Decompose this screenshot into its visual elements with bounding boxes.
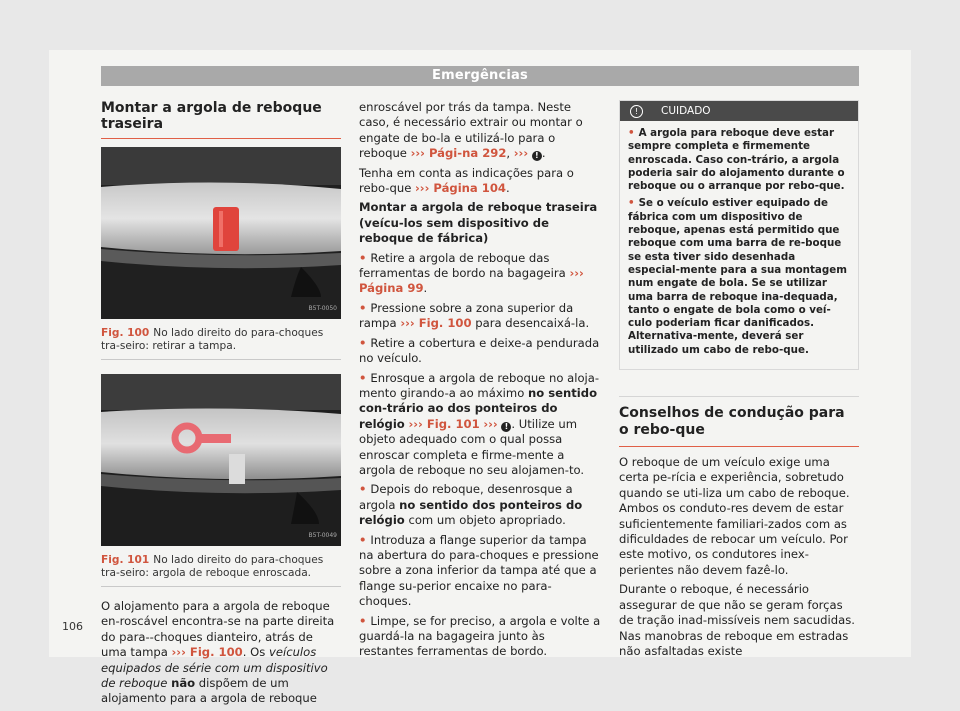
intro-paragraph [101,599,341,707]
figure-101-caption [101,554,341,587]
bumper-cover-illustration [101,147,341,319]
text: Enrosque a argola de reboque no aloja-mento girando-a ao máximo [359,370,600,400]
text: A argola para reboque deve estar sempre completa e firmemente enroscada. Caso con-trário, a argola poderia sair do alojamento durante o reboque ou o arranque por rebo-que. [628,127,845,193]
text: Pressione sobre a zona superior da rampa [359,300,574,331]
text: . Os [242,645,266,660]
text: dispõem de um alojamento para a argola de reboque [101,676,317,706]
tow-eye-illustration [101,374,341,546]
list-item [359,336,601,367]
subheading: Montar a argola de reboque traseira (veícu-los sem dispositivo de reboque de fábrica) [359,200,598,246]
paragraph: Durante o reboque, é necessário assegurar de que não se geram forças de tração inad-missíveis nem sacudidas. Nas manobras de reboque em estradas não asfaltadas existe [619,582,855,658]
text: Retire a cobertura e deixe-a pendurada no veículo. [359,335,600,366]
text: Se o veículo estiver equipado de fábrica com um dispositivo de reboque, apenas está permitido que reboque com uma barra de re-boque se esta tiver sido desenhada especial-mente para a sua montagem num engate de bola. Se se utilizar uma barra de reboque ina-dequada, tanto o engate de bola como o veí-culo poderiam ficar danificados. Alternativa-mente, deverá ser utilizado um cabo de rebo-que. [628,197,847,356]
left-column [101,100,341,711]
figure-100-image [101,147,341,319]
warning-link[interactable]: ››› [513,146,529,161]
list-item [359,371,601,479]
figure-100-caption [101,327,341,360]
figure-code: B5T-0050 [308,304,337,312]
text: . [506,181,510,196]
figure-link[interactable]: ››› Fig. 101 [408,416,480,431]
caution-item [628,127,850,193]
text: , [506,146,511,161]
section-title: Montar a argola de reboque traseira [101,100,341,139]
text: Limpe, se for preciso, a argola e volte a guardá-la na bagageira junto às restantes ferramentas de bordo. [359,613,601,659]
chapter-header: Emergências [101,66,859,86]
caution-title: CUIDADO [661,105,711,117]
list-item [359,251,601,297]
figure-link[interactable]: ››› Fig. 100 [400,316,472,331]
text: Depois do reboque, desenrosque a argola [359,482,573,512]
text: Retire a argola de reboque das ferramentas de bordo na bagageira [359,250,566,281]
paragraph [359,166,601,197]
text: . [423,281,428,296]
warning-icon: ! [501,422,511,432]
caption-text: No lado direito do para-choques tra-seiro: argola de reboque enroscada. [101,554,324,579]
list-item [359,533,601,610]
figure-link[interactable]: ››› Fig. 100 [171,645,243,660]
text: O alojamento para a argola de reboque en-roscável encontra-se na parte direita do para--choques dianteiro, atrás de uma tampa [101,599,335,660]
figure-number: Fig. 100 [101,327,150,339]
bold-text: não [171,676,196,691]
bold-text: no sentido con-trário ao dos ponteiros do relógio [359,385,598,431]
page-link[interactable]: ››› Página 104 [415,181,506,196]
page-link[interactable]: ››› Pági-na 292 [410,146,507,161]
caution-icon: ! [630,105,643,118]
text: Introduza a flange superior da tampa na abertura do para-choques e pressione sobre a zona inferior da tampa até que a flange su-perior encaixe no para-choques. [359,532,599,609]
list-item [359,614,601,660]
middle-column [359,100,601,664]
bold-text: no sentido dos ponteiros do relógio [359,497,583,528]
text: com um objeto apropriado. [408,513,566,528]
paragraph: O reboque de um veículo exige uma certa pe-rícia e experiência, sobretudo quando se uti-liza um cabo de reboque. Ambos os conduto-res devem de estar suficientemente familiari-zados com as dificuldades de rebocar um veículo. Por este motivo, os condutores inex-perientes não devem fazê-lo. [619,455,850,577]
figure-101-image [101,374,341,546]
caution-item [628,197,850,357]
page-number: 106 [62,620,83,633]
right-column [619,100,859,663]
text: enroscável por trás da tampa. Neste caso, é necessário extrair ou montar o engate de bo-la e utilizá-lo para o reboque [359,100,583,161]
figure-number: Fig. 101 [101,554,150,566]
caution-box [619,100,859,370]
caption-text: No lado direito do para-choques tra-seiro: retirar a tampa. [101,327,324,352]
section-title: Conselhos de condução para o rebo-que [619,396,859,447]
warning-icon: ! [532,151,542,161]
text: . Utilize um objeto adequado com o qual possa enroscar completa e firme-mente a argola de reboque no seu alojamen-to. [359,416,585,477]
italic-text: veículos equipados de série com um dispositivo de reboque [101,645,328,691]
text: Tenha em conta as indicações para o rebo-que [359,165,574,196]
warning-link[interactable]: ››› [483,416,498,431]
caution-header [620,101,858,121]
text: para desencaixá-la. [475,316,590,331]
paragraph: enroscável por trás da tampa. Neste caso, é necessário extrair ou montar o engate de bo-la e utilizá-lo para o reboque ››› Pági-na 292, ››› ! . [359,100,583,161]
list-item [359,482,601,528]
list-item [359,301,601,332]
figure-code: B5T-0049 [308,531,337,539]
page-link[interactable]: ››› Página 99 [359,266,584,296]
caution-body [620,121,858,369]
